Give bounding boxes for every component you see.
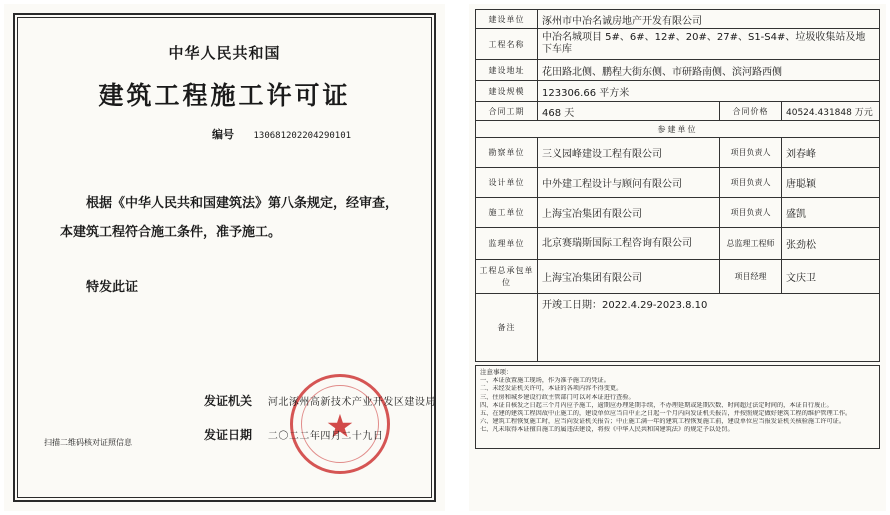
row-remarks xyxy=(476,294,880,362)
project-name-value: 中冶名城项目 5#、6#、12#、20#、27#、S1-S4#、垃圾收集站及地下车库 xyxy=(538,29,880,60)
participant-person-role: 项目经理 xyxy=(720,260,782,294)
participant-row xyxy=(476,198,880,228)
note-item: 二、未经发证机关许可，本证的各项内容不得变更。 xyxy=(480,385,623,393)
participant-company: 三义园峰建设工程有限公司 xyxy=(538,138,720,168)
participant-row xyxy=(476,168,880,198)
official-seal xyxy=(290,374,390,474)
participant-role: 勘察单位 xyxy=(476,138,538,168)
note-item: 六、建筑工程恢复施工时，应当向发证机关报告；中止施工满一年的建筑工程恢复施工前，建设单位应当报发证机关核验施工许可证。 xyxy=(480,418,846,426)
duration-label: 合同工期 xyxy=(476,102,538,121)
participant-role: 工程总承包单位 xyxy=(476,260,538,294)
participant-role: 设计单位 xyxy=(476,168,538,198)
participant-company: 上海宝冶集团有限公司 xyxy=(538,198,720,228)
participant-person: 刘春峰 xyxy=(782,138,880,168)
participant-person: 张劲松 xyxy=(782,228,880,260)
certificate-title: 建筑工程施工许可证 xyxy=(98,81,351,110)
participant-company: 北京赛瑞斯国际工程咨询有限公司 xyxy=(538,228,720,260)
construction-unit-value: 涿州市中冶名诚房地产开发有限公司 xyxy=(538,10,880,29)
participant-row xyxy=(476,138,880,168)
note-item: 一、本证放置施工现场，作为准予施工的凭证。 xyxy=(480,377,610,385)
star-seal-icon: ★ xyxy=(325,407,355,445)
participant-person-role: 项目负责人 xyxy=(720,168,782,198)
participant-person: 唐聪颖 xyxy=(782,168,880,198)
participant-company: 上海宝冶集团有限公司 xyxy=(538,260,720,294)
certificate-special-text: 特发此证 xyxy=(86,280,139,295)
scale-label: 建设规模 xyxy=(476,81,538,102)
certificate-number-label: 编号 xyxy=(212,128,234,141)
issue-date-label: 发证日期 xyxy=(204,428,253,442)
participant-person-role: 总监理工程师 xyxy=(720,228,782,260)
duration-value: 468 天 xyxy=(538,102,720,121)
note-item: 三、住房和城乡建设行政主管部门可以对本证进行查验。 xyxy=(480,393,635,401)
row-address xyxy=(476,60,880,81)
notes-title: 注意事项： xyxy=(480,368,513,376)
participant-company: 中外建工程设计与顾问有限公司 xyxy=(538,168,720,198)
qr-code-note: 扫描二维码核对证照信息 xyxy=(44,438,132,447)
permit-details-table xyxy=(475,9,880,362)
note-item: 五、在建的建筑工程因故中止施工的，建设单位应当自中止之日起一个月内向发证机关报告，并按照规定做好建筑工程的维护管理工作。 xyxy=(480,410,852,418)
participant-role: 施工单位 xyxy=(476,198,538,228)
certificate-number: 130681202204290101 xyxy=(253,131,352,141)
participant-role: 监理单位 xyxy=(476,228,538,260)
issue-date-row xyxy=(204,426,383,443)
permit-details-sheet xyxy=(469,4,886,511)
row-scale xyxy=(476,81,880,102)
issuer-value: 河北涿州高新技术产业开发区建设局 xyxy=(267,397,436,408)
construction-unit-label: 建设单位 xyxy=(476,10,538,29)
participant-row xyxy=(476,260,880,294)
participant-person-role: 项目负责人 xyxy=(720,138,782,168)
row-duration-price xyxy=(476,102,880,121)
row-construction-unit xyxy=(476,10,880,29)
issue-date-value: 二〇二二年四月二十九日 xyxy=(267,431,384,442)
participant-person: 文庆卫 xyxy=(782,260,880,294)
address-label: 建设地址 xyxy=(476,60,538,81)
participants-header: 参建单位 xyxy=(476,121,880,138)
participant-person: 盛凯 xyxy=(782,198,880,228)
permit-certificate xyxy=(4,4,445,511)
address-value: 花田路北侧、鹏程大街东侧、市研路南侧、滨河路西侧 xyxy=(538,60,880,81)
participant-person-role: 项目负责人 xyxy=(720,198,782,228)
note-item: 七、凡未取得本证擅自施工的属违法建设，将按《中华人民共和国建筑法》的规定予以处罚。 xyxy=(480,426,734,434)
certificate-number-row xyxy=(212,126,351,142)
scale-value: 123306.66 平方米 xyxy=(538,81,880,102)
certificate-body-text: 根据《中华人民共和国建筑法》第八条规定，经审查，本建筑工程符合施工条件，准予施工。 xyxy=(60,196,399,240)
country-title: 中华人民共和国 xyxy=(168,44,281,62)
remarks-label: 备注 xyxy=(476,294,538,362)
price-label: 合同价格 xyxy=(720,102,782,121)
issuer-label: 发证机关 xyxy=(204,394,253,408)
issuer-row xyxy=(204,392,436,409)
row-project-name xyxy=(476,29,880,60)
participant-row xyxy=(476,228,880,260)
note-item: 四、本证自核发之日起三个月内应予施工，逾期应办理延期手续，不办理延期或延期次数、时间超过法定时间的，本证自行废止。 xyxy=(480,401,833,409)
notes-box xyxy=(475,365,880,449)
row-participants-header xyxy=(476,121,880,138)
price-value: 40524.431848 万元 xyxy=(782,102,880,121)
remarks-value: 开竣工日期：2022.4.29-2023.8.10 xyxy=(538,294,880,362)
project-name-label: 工程名称 xyxy=(476,29,538,60)
